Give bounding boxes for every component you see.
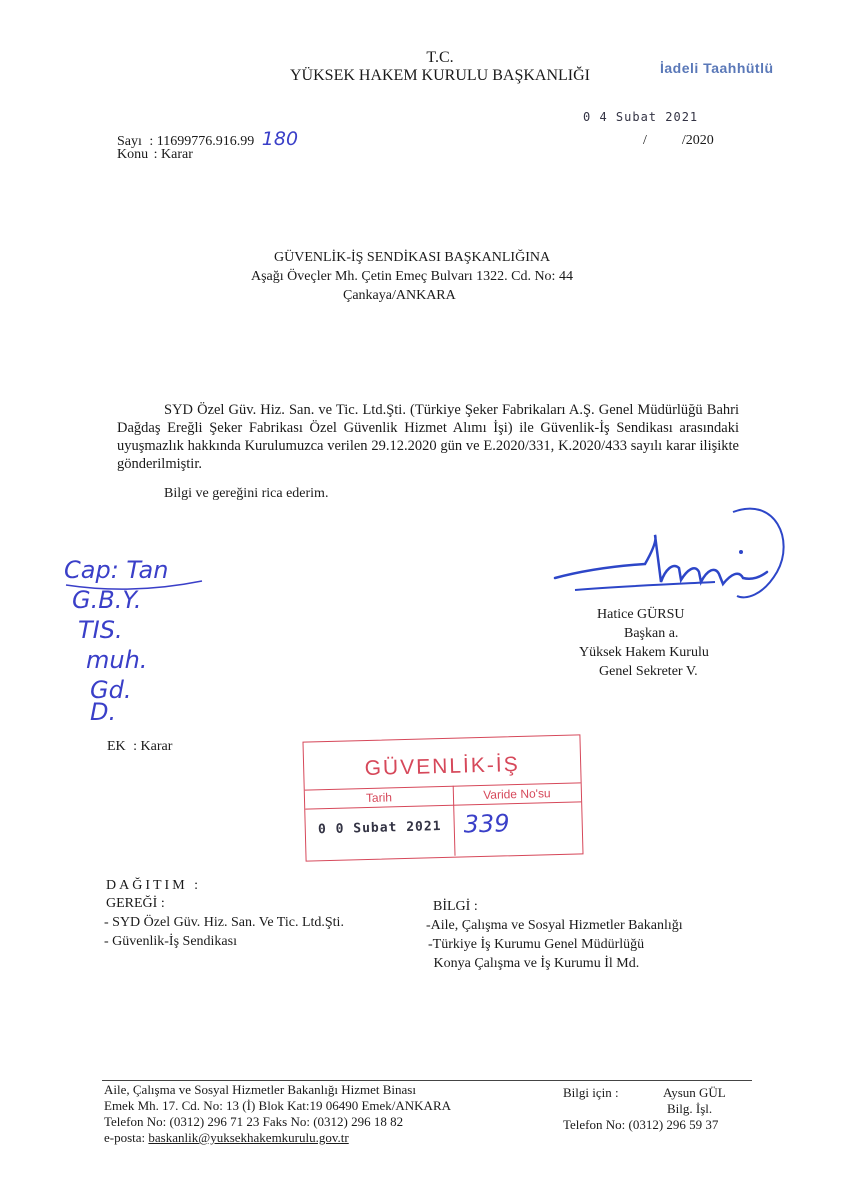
handwritten-note: Cap: Tan [64,556,169,584]
handwritten-underline [62,555,212,595]
footer-info-name: Aysun GÜL [663,1085,726,1100]
footer-info-title: Bilg. İşl. [667,1101,713,1116]
handwritten-note: muh. [86,646,148,674]
sayi-label: Sayı [117,134,142,149]
sayi-handwritten: 180 [261,128,299,150]
konu-line [117,147,193,163]
signature-line3: Yüksek Hakem Kurulu [579,645,709,660]
signature-scribble [545,500,795,620]
receipt-stamp [302,734,583,861]
konu-value: : Karar [153,147,193,162]
recipient-line3: Çankaya/ANKARA [343,288,456,303]
footer-address1: Aile, Çalışma ve Sosyal Hizmetler Bakanlığı Hizmet Binası [104,1082,416,1097]
distribution-action-item: - Güvenlik-İş Sendikası [104,934,237,949]
header-country: T.C. [426,49,454,66]
receipt-stamp-col2-header: Varide No'su [483,786,551,802]
distribution-info-label: BİLGİ : [433,899,478,914]
receipt-stamp-title: GÜVENLİK-İŞ [364,752,520,781]
signature-line4: Genel Sekreter V. [599,664,698,679]
handwritten-note: Gd. [90,676,132,704]
signature-name: Hatice GÜRSU [597,607,685,622]
handwritten-note: D. [90,698,117,726]
footer-rule [102,1080,752,1081]
distribution-info-item: -Türkiye İş Kurumu Genel Müdürlüğü [428,937,645,952]
attachment-line [107,739,172,755]
recipient-line1: GÜVENLİK-İŞ SENDİKASI BAŞKANLIĞINA [274,250,551,265]
distribution-info-item: Konya Çalışma ve İş Kurumu İl Md. [430,956,640,971]
receipt-stamp-number: 339 [463,809,510,839]
date-template: / /2020 [643,133,714,148]
body-closing: Bilgi ve gereğini rica ederim. [164,486,329,501]
sayi-value: : 11699776.916.99 [149,134,255,149]
attachment-value: : Karar [133,739,173,754]
footer-email-label: e-posta: [104,1130,146,1145]
receipt-stamp-date: 0 0 Subat 2021 [317,819,442,838]
distribution-action-item: - SYD Özel Güv. Hiz. San. Ve Tic. Ltd.Şti. [104,915,344,930]
konu-label: Konu [117,147,149,162]
footer-info-phone: Telefon No: (0312) 296 59 37 [563,1117,719,1132]
distribution-title: DAĞITIM : [106,878,202,893]
distribution-info-item: -Aile, Çalışma ve Sosyal Hizmetler Bakanlığı [426,918,683,933]
distribution-action-label: GEREĞİ : [106,896,165,911]
recipient-line2: Aşağı Öveçler Mh. Çetin Emeç Bulvarı 1322. Cd. No: 44 [251,269,573,284]
attachment-label: EK [107,739,126,754]
body-paragraph: SYD Özel Güv. Hiz. San. ve Tic. Ltd.Şti. (Türkiye Şeker Fabrikaları A.Ş. Genel Müdürlüğü Bahri Dağdaş Ereğli Şeker Fabrikası Özel Güvenlik Hizmet Alımı İşi) ile Güvenlik-İş Sendikası arasındaki uyuşmazlık hakkında Kurulumuzca verilen 29.12.2020 gün ve E.2020/331, K.2020/433 sayılı karar ilişikte gönderilmiştir. [117,402,739,472]
handwritten-note: G.B.Y. [72,586,142,614]
header-institution: YÜKSEK HAKEM KURULU BAŞKANLIĞI [290,67,590,84]
mail-type-stamp: İadeli Taahhütlü [660,60,774,76]
footer-email-link[interactable]: baskanlik@yuksekhakemkurulu.gov.tr [148,1130,349,1145]
signature-line2: Başkan a. [624,626,679,641]
handwritten-note: TIS. [78,616,123,644]
footer-address2: Emek Mh. 17. Cd. No: 13 (İ) Blok Kat:19 06490 Emek/ANKARA [104,1098,452,1113]
footer-email-line [104,1130,349,1146]
date-stamp: 0 4 Subat 2021 [583,110,699,124]
footer-info-label: Bilgi için : [563,1085,619,1100]
receipt-stamp-col1-header: Tarih [365,790,393,806]
footer-phone: Telefon No: (0312) 296 71 23 Faks No: (0312) 296 18 82 [104,1114,404,1129]
